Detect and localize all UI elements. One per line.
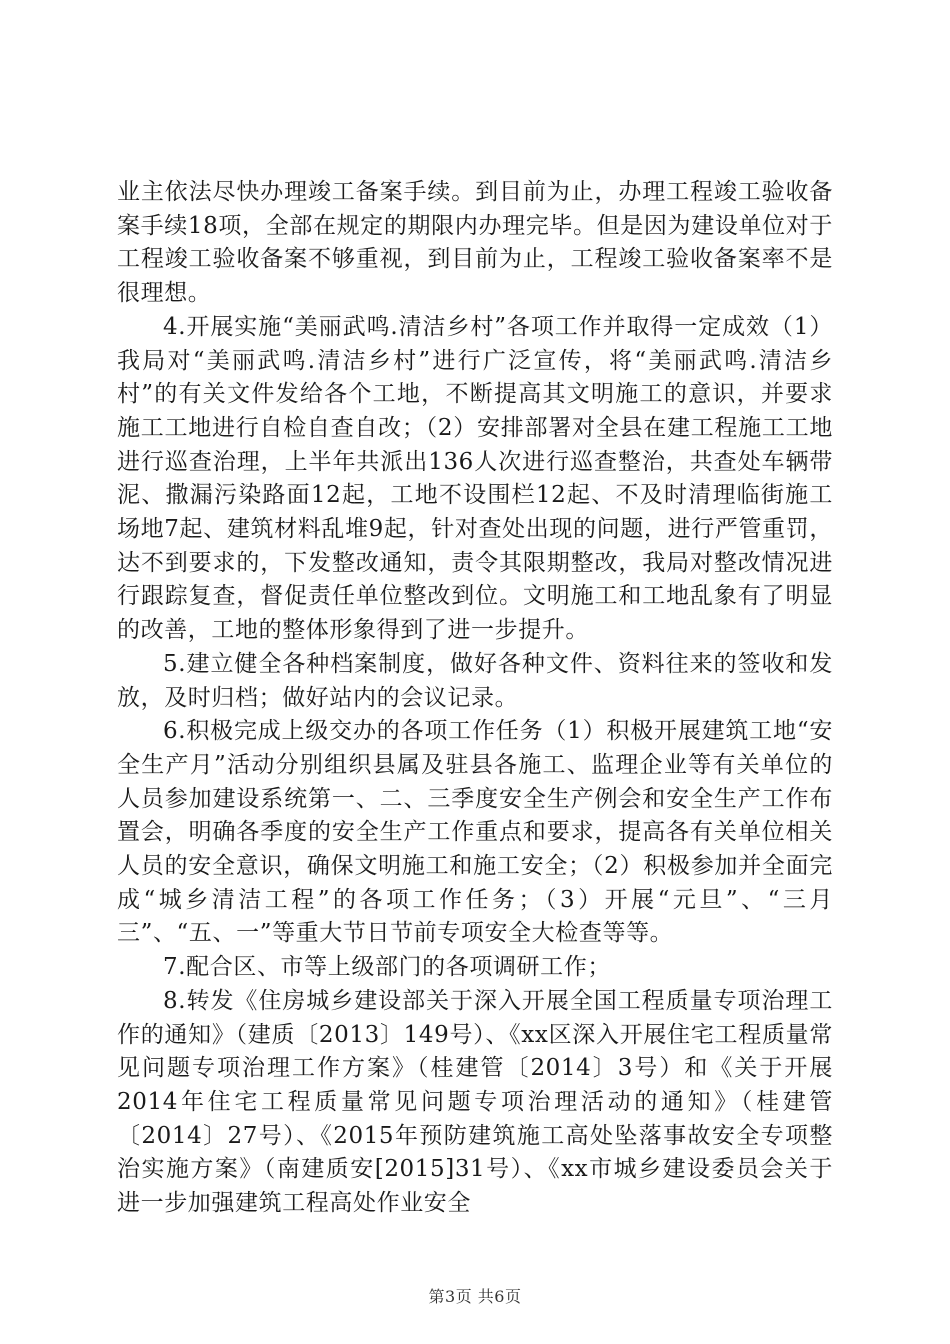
paragraph-item-8: 8.转发《住房城乡建设部关于深入开展全国工程质量专项治理工作的通知》（建质〔2013〕149号）、《xx区深入开展住宅工程质量常见问题专项治理工作方案》（桂建管〔2014〕3号）和《关于开展2014年住宅工程质量常见问题专项治理活动的通知》（桂建管〔2014〕27号）、《2015年预防建筑施工高处坠落事故安全专项整治实施方案》（南建质安[2015]31号）、《xx市城乡建设委员会关于进一步加强建筑工程高处作业安全 — [117, 987, 833, 1217]
paragraph-item-6: 6.积极完成上级交办的各项工作任务（1）积极开展建筑工地“安全生产月”活动分别组织县属及驻县各施工、监理企业等有关单位的人员参加建设系统第一、二、三季度安全生产例会和安全生产工作布置会，明确各季度的安全生产工作重点和要求，提高各有关单位相关人员的安全意识，确保文明施工和施工安全；（2）积极参加并全面完成“城乡清洁工程”的各项工作任务；（3）开展“元旦”、“三月三”、“五、一”等重大节日节前专项安全大检查等等。 — [117, 718, 833, 947]
paragraph-item-4: 4.开展实施“美丽武鸣.清洁乡村”各项工作并取得一定成效（1）我局对“美丽武鸣.清洁乡村”进行广泛宣传，将“美丽武鸣.清洁乡村”的有关文件发给各个工地，不断提高其文明施工的意识，并要求施工工地进行自检自查自改；（2）安排部署对全县在建工程施工工地进行巡查治理，上半年共派出136人次进行巡查整治，共查处车辆带泥、撒漏污染路面12起，工地不设围栏12起、不及时清理临街施工场地7起、建筑材料乱堆9起，针对查处出现的问题，进行严管重罚，达不到要求的，下发整改通知，责令其限期整改，我局对整改情况进行跟踪复查，督促责任单位整改到位。文明施工和工地乱象有了明显的改善，工地的整体形象得到了进一步提升。 — [117, 313, 833, 644]
page-footer: 第3页 共6页 — [428, 1287, 522, 1306]
paragraph-item-5: 5.建立健全各种档案制度，做好各种文件、资料往来的签收和发放，及时归档；做好站内的会议记录。 — [117, 650, 833, 711]
paragraph-item-7: 7.配合区、市等上级部门的各项调研工作； — [163, 954, 611, 981]
paragraph-continuation: 业主依法尽快办理竣工备案手续。到目前为止，办理工程竣工验收备案手续18项，全部在规定的期限内办理完毕。但是因为建设单位对于工程竣工验收备案不够重视，到目前为止，工程竣工验收备案率不是很理想。 — [117, 179, 833, 307]
body-text — [117, 176, 833, 1221]
